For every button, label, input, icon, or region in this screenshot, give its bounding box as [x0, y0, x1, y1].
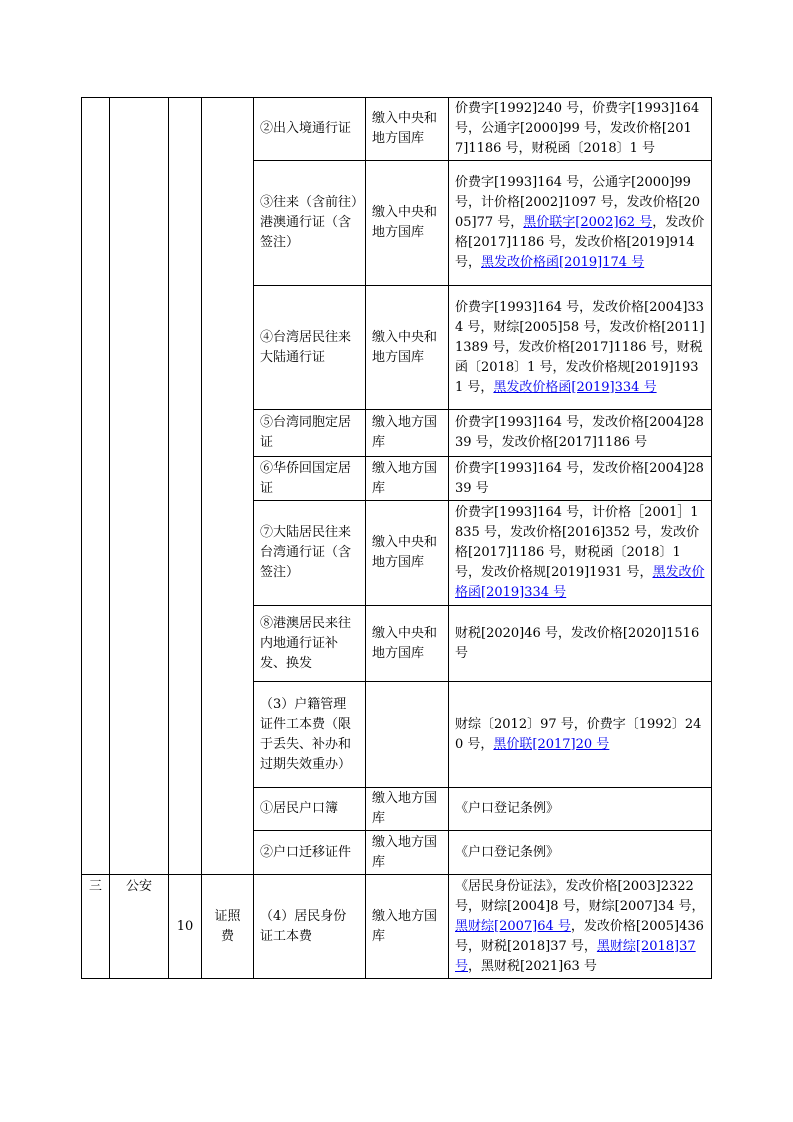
basis-text: 财综〔2012〕97 号，价费字〔1992〕240 号，: [455, 716, 702, 752]
basis-cell: [449, 410, 712, 457]
fee-table: [81, 97, 712, 979]
table-row: [82, 98, 712, 161]
basis-cell: [449, 98, 712, 161]
item-cell: （4）居民身份证工本费: [254, 875, 366, 979]
basis-text: ，发改价格[2017]1186 号，发改价格[2019]914 号，: [455, 215, 705, 270]
basis-text: 价费字[1993]164 号，计价格［2001］1835 号，发改价格[2016]352 号，发改价格[2017]1186 号，财税函〔2018〕1 号，发改价格规[2019]1931 号，: [455, 505, 700, 580]
basis-text: 价费字[1993]164 号，发改价格[2004]2839 号，发改价格[2017]1186 号: [455, 415, 704, 450]
destination-cell: 缴入地方国库: [366, 788, 449, 831]
document-link[interactable]: 黑发改价格函[2019]334 号: [493, 379, 657, 395]
item-cell: （3）户籍管理证件工本费（限于丢失、补办和过期失效重办）: [254, 682, 366, 788]
basis-text: 《户口登记条例》: [455, 801, 560, 816]
basis-text: 价费字[1993]164 号，发改价格[2004]2839 号: [455, 460, 704, 496]
document-link[interactable]: 黑财综[2007]64 号: [455, 918, 571, 934]
index-cell-empty: [82, 98, 110, 875]
destination-cell: 缴入地方国库: [366, 457, 449, 501]
item-cell: ⑤台湾同胞定居证: [254, 410, 366, 457]
group-category-cell: 证照费: [202, 875, 254, 979]
group-index-cell: 三: [82, 875, 110, 979]
basis-text: ，发改价格[2005]436 号，财税[2018]37 号，: [455, 918, 704, 954]
document-link[interactable]: 黑财综[2018]37 号: [455, 938, 696, 974]
document-link[interactable]: 黑价联[2017]20 号: [493, 736, 610, 752]
basis-text: 价费字[1993]164 号，发改价格[2004]334 号，财综[2005]58 号，发改价格[2011]1389 号，发改价格[2017]1186 号，财税函〔2018〕1 号，发改价格规[2019]1931 号，: [455, 299, 705, 395]
item-cell: ⑥华侨回国定居证: [254, 457, 366, 501]
table-row: [82, 875, 712, 979]
basis-cell: [449, 161, 712, 286]
destination-cell: 缴入地方国库: [366, 831, 449, 875]
basis-text: 《居民身份证法》，发改价格[2003]2322 号，财综[2004]8 号，财综[2007]34 号，: [455, 878, 705, 914]
document-link[interactable]: 黑发改价格函[2019]174 号: [481, 255, 645, 270]
basis-text: 价费字[1993]164 号，公通字[2000]99 号，计价格[2002]1097 号，发改价格[2005]77 号，: [455, 175, 701, 230]
basis-text: 《户口登记条例》: [455, 844, 560, 860]
destination-cell: 缴入中央和地方国库: [366, 501, 449, 606]
destination-cell: 缴入中央和地方国库: [366, 606, 449, 682]
group-department-cell: 公安: [110, 875, 169, 979]
basis-text: ，黑财税[2021]63 号: [468, 958, 597, 974]
item-cell: ⑧港澳居民来往内地通行证补发、换发: [254, 606, 366, 682]
destination-cell: 缴入中央和地方国库: [366, 286, 449, 410]
basis-cell: [449, 875, 712, 979]
item-cell: ①居民户口簿: [254, 788, 366, 831]
category-cell-empty: [202, 98, 254, 875]
number-cell-empty: [169, 98, 202, 875]
item-cell: ②出入境通行证: [254, 98, 366, 161]
document-link[interactable]: 黑价联字[2002]62 号: [523, 215, 653, 230]
document-link[interactable]: 黑发改价格函[2019]334 号: [455, 565, 705, 600]
item-cell: ④台湾居民往来大陆通行证: [254, 286, 366, 410]
group-number-cell: 10: [169, 875, 202, 979]
basis-cell: [449, 606, 712, 682]
basis-cell: [449, 788, 712, 831]
item-cell: ⑦大陆居民往来台湾通行证（含签注）: [254, 501, 366, 606]
basis-cell: [449, 682, 712, 788]
destination-cell: 缴入地方国库: [366, 875, 449, 979]
item-cell: ②户口迁移证件: [254, 831, 366, 875]
destination-cell: 缴入中央和地方国库: [366, 98, 449, 161]
destination-cell: 缴入中央和地方国库: [366, 161, 449, 286]
item-cell: ③往来（含前往）港澳通行证（含签注）: [254, 161, 366, 286]
basis-cell: [449, 286, 712, 410]
destination-cell: [366, 682, 449, 788]
destination-cell: 缴入地方国库: [366, 410, 449, 457]
basis-cell: [449, 457, 712, 501]
department-cell-empty: [110, 98, 169, 875]
basis-cell: [449, 501, 712, 606]
basis-text: 财税[2020]46 号，发改价格[2020]1516 号: [455, 625, 700, 661]
basis-text: 价费字[1992]240 号，价费字[1993]164 号，公通字[2000]99 号，发改价格[2017]1186 号，财税函〔2018〕1 号: [455, 101, 700, 156]
basis-cell: [449, 831, 712, 875]
